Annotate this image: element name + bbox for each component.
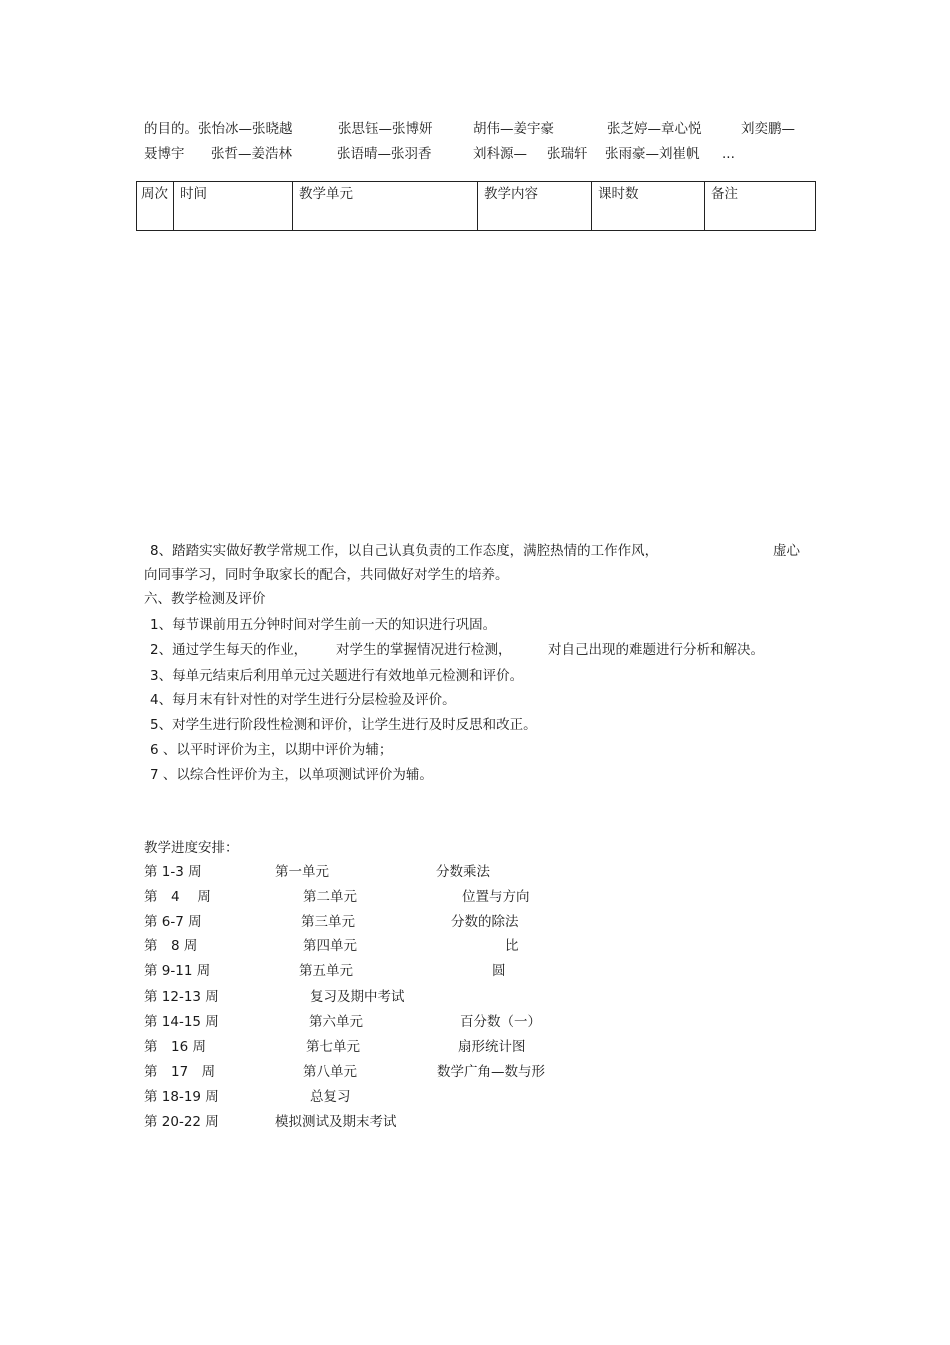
teaching-plan-table bbox=[136, 181, 816, 231]
intro-line2-seg1: 聂博宇 bbox=[144, 146, 185, 162]
schedule-unit: 第四单元 bbox=[303, 938, 357, 954]
list-item: 3、每单元结束后利用单元过关题进行有效地单元检测和评价。 bbox=[150, 668, 524, 684]
list-item-segment: 对自己出现的难题进行分析和解决。 bbox=[548, 642, 764, 658]
schedule-unit: 模拟测试及期末考试 bbox=[275, 1114, 397, 1130]
list-item: 2、通过学生每天的作业， bbox=[150, 642, 308, 658]
intro-line2-seg3: 张语晴—张羽香 bbox=[337, 146, 432, 162]
schedule-week: 第 12-13 周 bbox=[144, 989, 219, 1005]
schedule-content: 扇形统计图 bbox=[458, 1039, 526, 1055]
schedule-week: 第 18-19 周 bbox=[144, 1089, 219, 1105]
intro-line2-seg6: 张雨豪—刘崔帆 bbox=[605, 146, 700, 162]
schedule-week: 第 17 周 bbox=[144, 1064, 216, 1080]
schedule-content: 分数的除法 bbox=[451, 914, 519, 930]
schedule-content: 百分数（一） bbox=[460, 1014, 541, 1030]
intro-line2-seg5: 张瑞轩 bbox=[547, 146, 588, 162]
list-item-segment: 对学生的掌握情况进行检测， bbox=[336, 642, 512, 658]
schedule-unit: 第五单元 bbox=[299, 963, 353, 979]
header-notes: 备注 bbox=[705, 182, 816, 231]
section6-title: 六、教学检测及评价 bbox=[144, 591, 266, 607]
intro-line1-seg2: 张思钰—张博妍 bbox=[338, 121, 433, 137]
schedule-unit: 第七单元 bbox=[306, 1039, 360, 1055]
list-item: 4、每月末有针对性的对学生进行分层检验及评价。 bbox=[150, 692, 456, 708]
intro-line2-seg2: 张哲—姜浩林 bbox=[211, 146, 292, 162]
schedule-week: 第 9-11 周 bbox=[144, 963, 211, 979]
item8-line2: 向同事学习，同时争取家长的配合，共同做好对学生的培养。 bbox=[144, 567, 509, 583]
header-week: 周次 bbox=[137, 182, 174, 231]
schedule-content: 圆 bbox=[492, 963, 506, 979]
schedule-unit: 第八单元 bbox=[303, 1064, 357, 1080]
schedule-content: 数学广角—数与形 bbox=[437, 1064, 545, 1080]
list-item: 6 、以平时评价为主，以期中评价为辅； bbox=[150, 742, 393, 758]
intro-line2-seg4: 刘科源— bbox=[473, 146, 527, 162]
schedule-title: 教学进度安排： bbox=[144, 840, 239, 856]
schedule-week: 第 14-15 周 bbox=[144, 1014, 219, 1030]
intro-line1-seg1: 的目的。张怡冰—张晓越 bbox=[144, 121, 293, 137]
header-time: 时间 bbox=[174, 182, 293, 231]
list-item: 5、对学生进行阶段性检测和评价，让学生进行及时反思和改正。 bbox=[150, 717, 537, 733]
schedule-unit: 复习及期中考试 bbox=[310, 989, 405, 1005]
schedule-unit: 第二单元 bbox=[303, 889, 357, 905]
schedule-unit: 第六单元 bbox=[309, 1014, 363, 1030]
list-item: 1、每节课前用五分钟时间对学生前一天的知识进行巩固。 bbox=[150, 617, 497, 633]
schedule-week: 第 16 周 bbox=[144, 1039, 206, 1055]
header-content: 教学内容 bbox=[478, 182, 592, 231]
schedule-week: 第 8 周 bbox=[144, 938, 198, 954]
intro-line2-seg7: ... bbox=[722, 146, 735, 162]
schedule-unit: 第一单元 bbox=[275, 864, 329, 880]
schedule-unit: 第三单元 bbox=[301, 914, 355, 930]
header-hours: 课时数 bbox=[592, 182, 705, 231]
schedule-content: 比 bbox=[505, 938, 519, 954]
intro-line1-seg4: 张芝婷—章心悦 bbox=[607, 121, 702, 137]
table-header-row bbox=[137, 182, 816, 231]
schedule-week: 第 6-7 周 bbox=[144, 914, 202, 930]
schedule-week: 第 20-22 周 bbox=[144, 1114, 219, 1130]
schedule-week: 第 1-3 周 bbox=[144, 864, 202, 880]
schedule-week: 第 4 周 bbox=[144, 889, 211, 905]
header-unit: 教学单元 bbox=[293, 182, 478, 231]
intro-line1-seg3: 胡伟—姜宇豪 bbox=[473, 121, 554, 137]
schedule-unit: 总复习 bbox=[310, 1089, 351, 1105]
schedule-content: 位置与方向 bbox=[462, 889, 530, 905]
intro-line1-seg5: 刘奕鹏— bbox=[741, 121, 795, 137]
schedule-content: 分数乘法 bbox=[436, 864, 490, 880]
item8-line1: 8、踏踏实实做好教学常规工作，以自己认真负责的工作态度，满腔热情的工作作风， bbox=[150, 543, 659, 559]
list-item: 7 、以综合性评价为主，以单项测试评价为辅。 bbox=[150, 767, 433, 783]
item8-line1-tail: 虚心 bbox=[773, 543, 800, 559]
